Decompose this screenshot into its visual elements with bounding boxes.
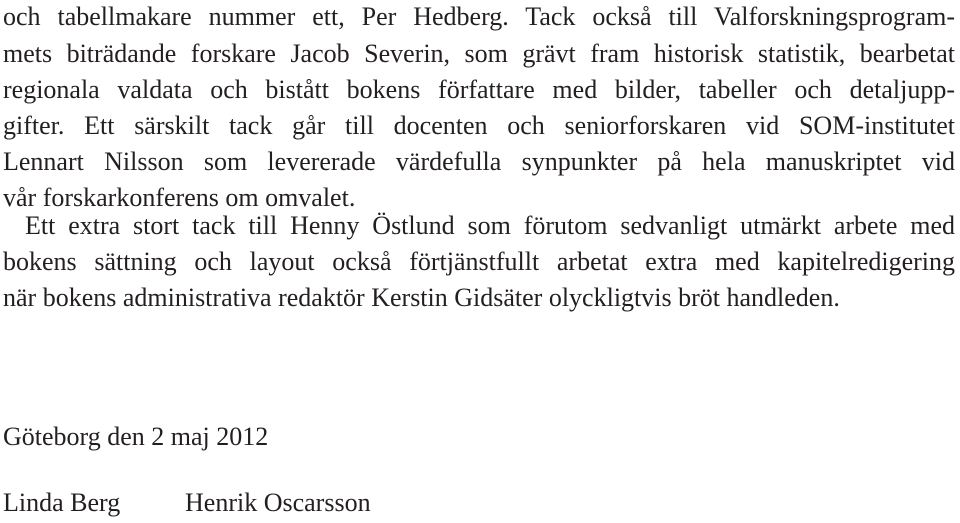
paragraph-2-line-2: bokens sättning och layout också förtjänstfullt arbetat extra med kapitelredigering <box>3 247 955 276</box>
paragraph-1-line-2: mets biträdande forskare Jacob Severin, som grävt fram historisk statistik, bearbetat <box>3 39 955 68</box>
paragraph-1-line-3: regionala valdata och bistått bokens författare med bilder, tabeller och detaljupp- <box>3 75 955 104</box>
paragraph-2-line-3: när bokens administrativa redaktör Kerstin Gidsäter olyckligtvis bröt handleden. <box>3 283 840 312</box>
paragraph-2-line-1: Ett extra stort tack till Henny Östlund som förutom sedvanligt utmärkt arbete med <box>25 211 955 240</box>
paragraph-1-line-1: och tabellmakare nummer ett, Per Hedberg. Tack också till Valforskningsprogram- <box>3 2 955 31</box>
signature-name-1: Linda Berg <box>3 488 121 517</box>
paragraph-1-line-5: Lennart Nilsson som levererade värdefulla synpunkter på hela manuskriptet vid <box>3 147 955 176</box>
paragraph-1-line-4: gifter. Ett särskilt tack går till docenten och seniorforskaren vid SOM-institutet <box>3 111 955 140</box>
signature-name-2: Henrik Oscarsson <box>185 488 371 517</box>
paragraph-1-line-6: vår forskarkonferens om omvalet. <box>3 183 356 212</box>
place-date: Göteborg den 2 maj 2012 <box>3 422 269 451</box>
